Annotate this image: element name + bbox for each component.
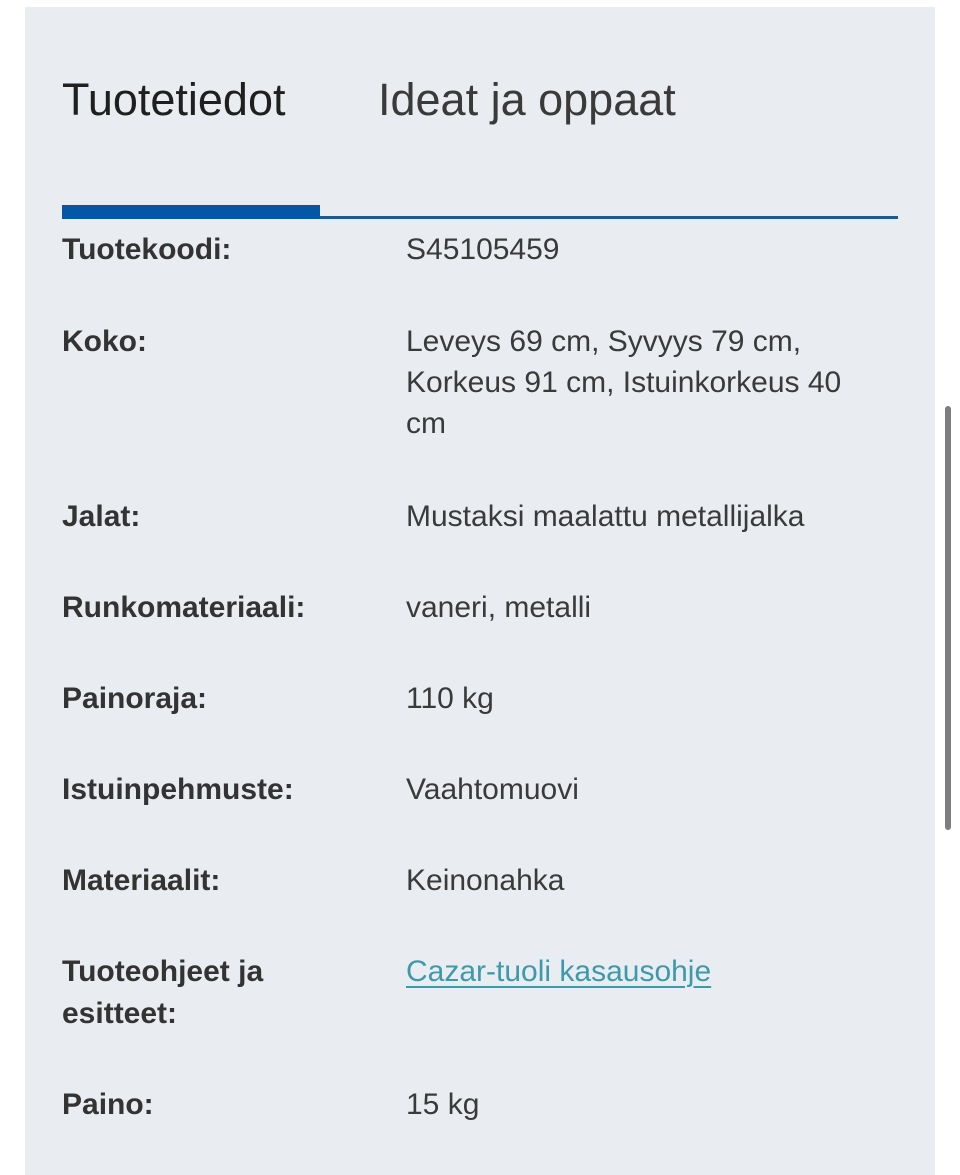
spec-label: Materiaalit:	[62, 864, 221, 897]
assembly-instructions-link[interactable]: Cazar-tuoli kasausohje	[406, 955, 712, 988]
spec-row-frame-material	[62, 587, 902, 678]
spec-value: Vaahtomuovi	[406, 773, 579, 806]
tab-bar	[62, 69, 898, 159]
spec-label: Tuoteohjeet ja esitteet:	[62, 955, 264, 1030]
tab-product-details[interactable]: Tuotetiedot	[62, 74, 286, 125]
spec-row-size	[62, 321, 902, 496]
spec-value: 110 kg	[406, 682, 494, 715]
spec-value: S45105459	[406, 233, 560, 266]
spec-label: Painoraja:	[62, 682, 208, 715]
spec-row-seat-cushion	[62, 769, 902, 860]
scrollbar-thumb[interactable]	[945, 406, 951, 830]
spec-label: Tuotekoodi:	[62, 233, 232, 266]
spec-row-weight	[62, 1084, 902, 1175]
spec-label: Runkomateriaali:	[62, 591, 306, 624]
spec-label: Paino:	[62, 1088, 154, 1121]
spec-row-materials	[62, 860, 902, 951]
spec-value: Leveys 69 cm, Syvyys 79 cm, Korkeus 91 cm, Istuinkorkeus 40 cm	[406, 325, 842, 440]
spec-value: vaneri, metalli	[406, 591, 592, 624]
spec-value: Mustaksi maalattu metallijalka	[406, 500, 805, 533]
spec-label: Jalat:	[62, 500, 141, 533]
spec-label: Koko:	[62, 325, 147, 358]
active-tab-indicator	[62, 205, 320, 219]
spec-value: Keinonahka	[406, 864, 565, 897]
spec-list	[62, 229, 902, 1175]
spec-row-weight-limit	[62, 678, 902, 769]
spec-value: 15 kg	[406, 1088, 480, 1121]
spec-row-product-code	[62, 229, 902, 321]
spec-row-manuals	[62, 951, 902, 1084]
tab-ideas-and-guides[interactable]: Ideat ja oppaat	[378, 74, 676, 125]
spec-value	[406, 951, 902, 992]
product-info-panel	[25, 7, 935, 1175]
spec-row-legs	[62, 496, 902, 587]
spec-label: Istuinpehmuste:	[62, 773, 294, 806]
